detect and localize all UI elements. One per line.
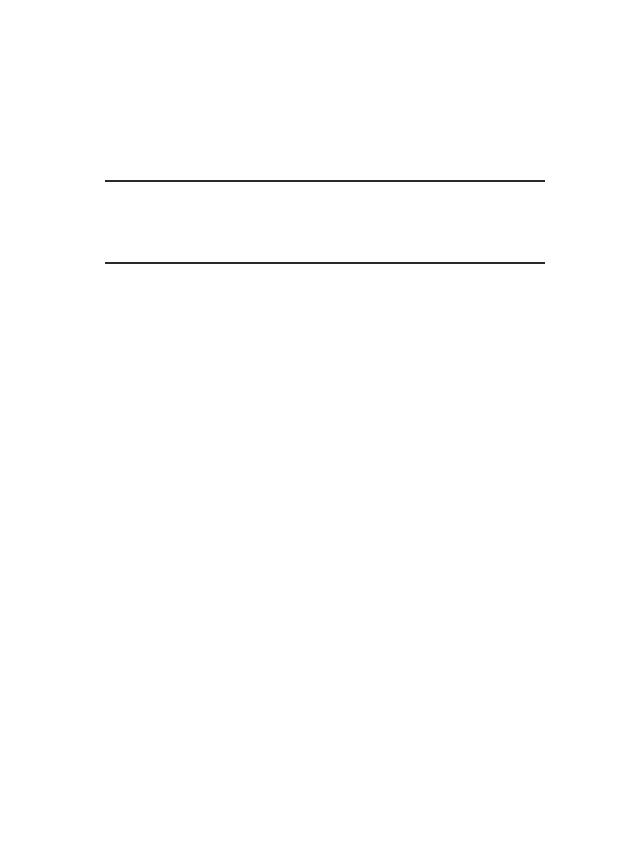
top-rule bbox=[105, 180, 545, 182]
bottom-rule bbox=[105, 262, 545, 264]
